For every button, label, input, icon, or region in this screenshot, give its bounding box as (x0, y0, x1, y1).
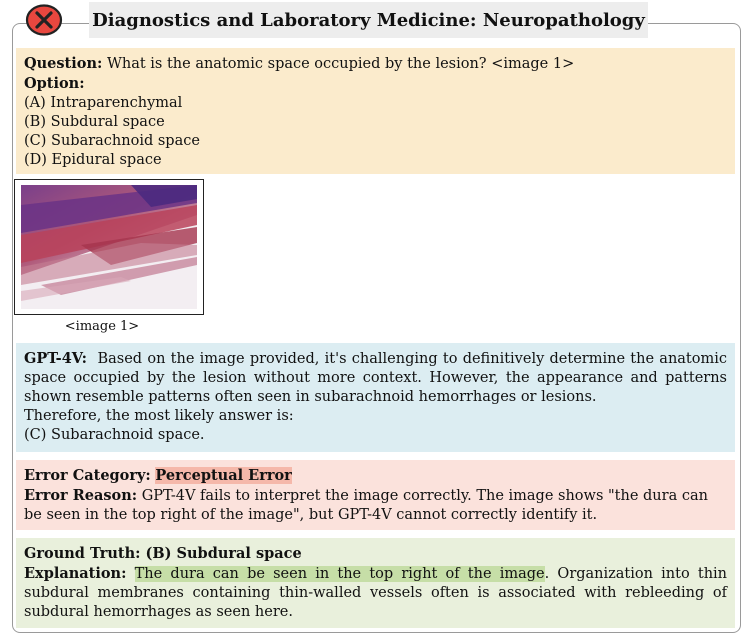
gpt-label: GPT-4V: (24, 350, 87, 367)
page-title: Diagnostics and Laboratory Medicine: Neuropathology (89, 2, 648, 38)
error-category-label: Error Category: (24, 467, 151, 484)
gpt-text: Based on the image provided, it's challenging to definitively determine the anatomic space occupied by the lesion without more context. However, the appearance and patterns shown resemble patterns often seen in subarachnoid hemorrhages or lesions. (24, 351, 728, 405)
option-a: (A) Intraparenchymal (24, 95, 183, 111)
gpt-conclusion: Therefore, the most likely answer is: (24, 408, 294, 424)
option-b: (B) Subdural space (24, 114, 165, 130)
question-label: Question: (24, 55, 103, 72)
option-c: (C) Subarachnoid space (24, 133, 200, 149)
gpt-response-section (16, 343, 735, 452)
error-category: Perceptual Error (155, 467, 292, 484)
question-text: What is the anatomic space occupied by the lesion? <image 1> (106, 56, 575, 72)
question-section (16, 48, 735, 174)
explanation-text: . Organization into thin subdural membranes containing thin-walled vessels often is associated with rebleeding of subdural hemorrhages as seen here. (24, 566, 728, 620)
image-caption: <image 1> (64, 319, 140, 334)
error-section (16, 460, 735, 530)
error-reason: GPT-4V fails to interpret the image correctly. The image shows "the dura can be seen in the top right of the image", but GPT-4V cannot correctly identify it. (24, 488, 708, 523)
ground-truth-section (16, 538, 735, 628)
histology-image (14, 179, 204, 315)
option-d: (D) Epidural space (24, 152, 162, 168)
ground-truth-label: Ground Truth: (B) Subdural space (24, 545, 302, 562)
gpt-answer: (C) Subarachnoid space. (24, 427, 205, 443)
option-label: Option: (24, 75, 85, 92)
error-x-icon (24, 4, 64, 36)
explanation-highlight: The dura can be seen in the top right of the image (134, 566, 545, 582)
error-reason-label: Error Reason: (24, 487, 138, 504)
explanation-label: Explanation: (24, 565, 127, 582)
